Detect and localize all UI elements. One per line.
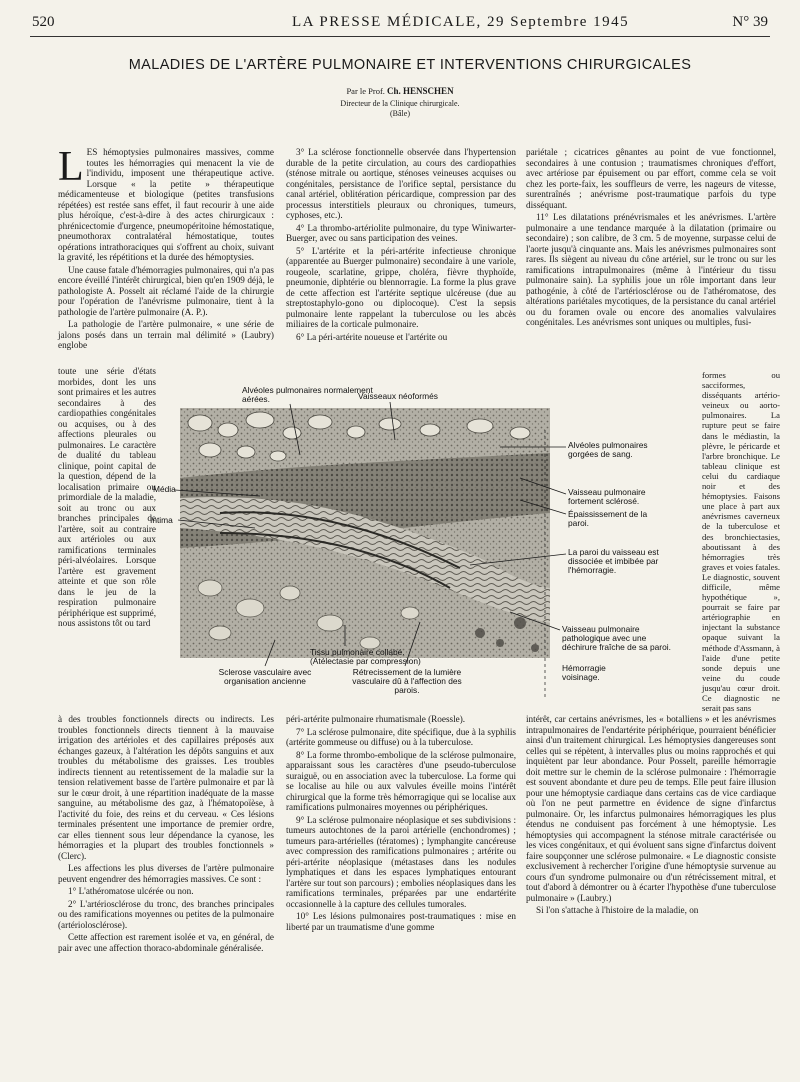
column-1-top — [58, 144, 274, 353]
label-intima: Intima — [150, 515, 173, 525]
label-vaisseaux-neoformes: Vaisseaux néoformés — [358, 391, 438, 401]
paragraph: 11° Les dilatations prénévrismales et les anévrismes. L'artère pulmonaire a une tendance marquée à la dilatation (primaire ou secondaire) ; son calibre, de 3 cm. 5 de moyenne, surpasse celui de l'aorte jusqu'à cinquante ans. Mais les anévrismes pulmonaires sont rares. Ils siègent au niveau du cône artériel, sur le tronc ou sur les ramifications intrapulmonaires (même à l'intérieur du tissu pulmonaire sain). La syphilis joue un rôle important dans leur pathogénie, à côté de l'artériosclérose ou de l'athéromatose, des altérations pariétales mycotiques, de la persistance du canal artériel ou du foramen ovale ou encore des anomalies valvulaires congénitales. Les anévrismes sont uniques ou multiples, fusi- — [526, 212, 776, 327]
column-2-bottom — [286, 714, 516, 934]
paragraph: à des troubles fonctionnels directs ou indirects. Les troubles fonctionnels directs tiennent à la mauvaise irrigation des artérioles et des capillaires préposés aux échanges gazeux, à l'altération les dépôts sanguins et aux troubles du métabolisme des graisses. Les troubles indirects tiennent au retentissement de la maladie sur la tension relativement basse de l'artère pulmonaire et par là sur le cœur droit, à une répartition inadéquate de la masse sanguine, au métabolisme des gaz, à l'hématopoïèse, à l'activité du foie, des reins et du cerveau. « Ces lésions terminales présentent une importance de premier ordre, car elles tiennent sous leur dépendance la cyanose, les hémorragies et la plupart des troubles fonctionnels » (Clerc). — [58, 714, 274, 861]
paragraph: pariétale ; cicatrices gênantes au point de vue fonctionnel, secondaires à une contusion ; traumatismes chroniques d'effort, avec artériose par épuisement ou par effort, comme cela se voit chez les porte-faix, les souffleurs de verre, les nageurs de vitesse, surentraînés ; anévrisme post-traumatique parfois du type disséquant. — [526, 147, 776, 210]
column-3-narrow — [702, 370, 780, 715]
paragraph: 5° L'artérite et la péri-artérite infectieuse chronique (apparentée au Buerger pulmonaire) secondaire à une variole, rougeole, scarlatine, grippe, choléra, fièvre thyphoïde, pneumonie, diphtérie ou blennorragie. La forme la plus grave de cette affection est l'artérite septique ulcéreuse (due au streptostaphylo-gono ou diplocoque). C'est la sepsis pulmonaire lente rappelant la tuberculose ou les abcès miliaires de la corticale pulmonaire. — [286, 245, 516, 329]
paragraph: formes ou sacciformes, disséquants artério-veineux ou aorto-pulmonaires. La rupture peut se faire dans le médiastin, la plèvre, le péricarde et l'arbre bronchique. Le tableau clinique est celui du cardiaque noir et des hémoptysies. Faisons une place à part aux anévrismes caverneux de la tuberculose et des bronchiectasies, aboutissant à des hémorragies très graves et voies fatales. Le diagnostic, souvent difficile, même hypothétique », pourrait se faire par artériographie en injectant la substance opaque suivant la méthode d'Assmann, à l'aide d'une petite sonde depuis une veine du coude jusqu'au cœur droit. Ce diagnostic ne serait pas sans — [702, 370, 780, 714]
page-number: 520 — [32, 14, 55, 30]
article-title: MALADIES DE L'ARTÈRE PULMONAIRE ET INTERVENTIONS CHIRURGICALES — [128, 57, 692, 73]
paragraph: 3° La sclérose fonctionnelle observée dans l'hypertension durable de la petite circulation, au cours des cardiopathies (sténose mitrale ou aortique, sténoses veineuses acquises ou congénitales, persistance de l'orifice septal, persistance du canal artériel, oblitération péricardique, compression par des processus interstitiels pleuraux ou chroniques, tumeurs, cyphoses, etc.). — [286, 147, 516, 220]
tissue-illustration — [180, 408, 550, 658]
drop-cap: L — [58, 144, 84, 190]
label-vaisseau-sclerose: Vaisseau pulmonaire fortement sclérosé. — [568, 487, 646, 507]
journal-name: LA PRESSE MÉDICALE, 29 Septembre 1945 — [292, 14, 630, 30]
byline — [0, 86, 800, 96]
paragraph: 8° La forme thrombo-embolique de la sclérose pulmonaire, apparaissant sous les caractères d'une pseudo-tuberculose suraiguë, ou en association avec la tuberculose. La forme qui se localise au hile ou aux valvules éveille moins l'intérêt chirurgical que la forme très hémorragique qui se localise aux ramifications pulmonaires moyennes ou périphériques. — [286, 749, 516, 812]
column-1-bottom — [58, 714, 274, 955]
paragraph: péri-artérite pulmonaire rhumatismale (Roessle). — [286, 714, 466, 724]
header-rule — [30, 36, 770, 37]
running-head — [30, 14, 770, 36]
label-media: Média — [153, 484, 176, 494]
paragraph: Si l'on s'attache à l'histoire de la maladie, on — [536, 905, 699, 915]
label-alveoles-gorgees: Alvéoles pulmonaires gorgées de sang. — [568, 440, 648, 460]
label-hemorragie-voisinage: Hémorragie voisinage. — [562, 663, 606, 683]
paragraph: 1° L'athéromatose ulcérée ou non. — [68, 886, 194, 896]
histology-figure — [180, 408, 550, 658]
paragraph: 2° L'artériosclérose du tronc, des branches principales ou des ramifications moyennes ou petites de la pulmonaire (artériolosclérose). — [58, 898, 274, 930]
column-1-narrow — [58, 366, 156, 631]
paragraph: toute une série d'états morbides, dont les uns sont primaires et les autres secondaires à des cardiopathies congénitales ou acquises, ou à des affections pleurales ou pulmonaires. Le caractère de dualité du tableau clinique, point capital de la question, dépend de la localisation primaire ou primordiale de la maladie, soit au tronc ou aux branches principales de l'artère, soit au contraire aux artérioles ou aux ramifications terminales péri-alvéolaires. Lorsque l'artère est gravement atteinte et que son rôle dans le jeu de la respiration pulmonaire périphérique est supprimé, nous assistons tôt ou tard — [58, 366, 156, 628]
paragraph: 6° La péri-artérite noueuse et l'artérite ou — [296, 331, 448, 342]
byline-prefix: Par le Prof. — [346, 86, 385, 96]
issue-number: N° 39 — [732, 14, 768, 30]
label-alveoles-normales: Alvéoles pulmonaires normalement aérées. — [242, 385, 373, 405]
paragraph: 4° La thrombo-artériolite pulmonaire, du type Winiwarter-Buerger, avec ou sans participation des veines. — [286, 222, 516, 243]
paragraph: 10° Les lésions pulmonaires post-traumatiques : mise en liberté par un traumatisme d'une gomme — [286, 911, 516, 932]
paragraph: 9° La sclérose pulmonaire néoplasique et ses subdivisions : tumeurs autochtones de la paroi artérielle (enchondromes) ; tumeurs para-artérielles (tératomes) ; lymphangite cancéreuse avec compression des ramifications pulmonaires ; artérite ou péri-artérite néoplasique (métastases dans les nodules lymphatiques et dans les espaces lymphatiques entourant l'artère sur tout son parcours) ; embolies néoplasiques dans les ramifications terminales, préparées par une endartérite occasionnelle à la capture des cellules tumorales. — [286, 814, 516, 909]
author-city: (Bâle) — [390, 109, 410, 118]
column-3-top — [526, 147, 776, 330]
paragraph: LES hémoptysies pulmonaires massives, comme toutes les hémorragies qui menacent la vie de l'individu, imposent une thérapeutique active. Lorsque « la petite » thérapeutique médicamenteuse et biologique (petites transfusions répétées) est restée sans effet, il faut recourir à une aide plus héroïque, c'est-à-dire à des actes chirurgicaux : phrénicectomie d'urgence, pneumopéritoine hémostatique, pneumothorax contralatéral hémostatique, toutes opérations intrathoraciques qui s'offrent au choix, suivant la gravité, les répétitions et la durée des hémoptysies. — [58, 144, 274, 262]
paragraph: intérêt, car certains anévrismes, les « botalliens » et les anévrismes intrapulmonaires de l'endartérite périphérique, pourraient bénéficier ainsi d'un traitement chirurgical. Les hémoptysies dangereuses sont celles qui se répètent, à intervalles plus ou moins rapprochés et qui inquiètent par leur abondance. Pour Posselt, pareille hémorragie doit mettre sur le chemin de la sclérose pulmonaire : l'hémorragie est souvent abondante et dure peu de temps. Elle peut faire illusion pour une hémoptysie cardiaque dans certains cas de vice cardiaque où l'on ne peut parmettre en évidence de signe d'infarctus pulmonaire. Or, les infarctus pulmonaires hémorragiques les plus étendus ne conduisent pas forcément à une hémoptysie. Les hémoptysies qui accompagnent la sténose mitrale caractérisée ou les vices congénitaux, et qui évoluent sans signe d'infarctus doivent faire soupçonner une sclérose pulmonaire. « Le diagnostic consiste exclusivement à rechercher l'origine d'une hémoptysie survenue au cours d'un syndrome pulmonaire ou d'un rétrécissement mitral, et tout d'abord à démontrer ou à écarter l'hypothèse d'une tuberculose pulmonaire » (Laubry.) — [526, 714, 776, 903]
paragraph: Une cause fatale d'hémorragies pulmonaires, qui n'a pas encore éveillé l'intérêt chirurgical, bien qu'en 1909 déjà, le pathologiste A. Posselt ait réclamé l'aide de la chirurgie pour l'opération de l'anévrisme pulmonaire, tient à la pathologie de l'artère pulmonaire (A. P.). — [58, 264, 274, 317]
label-sclerose-vasculaire: Sclerose vasculaire avec organisation ancienne — [218, 667, 312, 687]
paragraph: Les affections les plus diverses de l'artère pulmonaire peuvent engendrer des hémorragies massives. Ce sont : — [58, 863, 274, 884]
column-3-bottom — [526, 714, 776, 918]
label-epaississement: Épaississement de la paroi. — [568, 509, 648, 529]
column-2-top — [286, 147, 516, 344]
label-retrecissement: Rétrecissement de la lumière vasculaire dû à l'affection des parois. — [352, 667, 462, 696]
author-affiliation: Directeur de la Clinique chirurgicale. — [340, 99, 460, 108]
label-vaisseau-pathologique: Vaisseau pulmonaire pathologique avec une déchirure fraîche de sa paroi. — [562, 624, 671, 653]
paragraph: Cette affection est rarement isolée et va, en général, de pair avec une affection thoraco-abdominale généralisée. — [58, 932, 274, 953]
label-paroi-dissociee: La paroi du vaisseau est dissociée et imbibée par l'hémorragie. — [568, 547, 659, 576]
author-name: Ch. HENSCHEN — [387, 86, 454, 96]
paragraph: La pathologie de l'artère pulmonaire, « une série de jalons posés dans un terrain mal délimité » (Laubry) englobe — [58, 319, 274, 350]
label-tissu-collabe: Tissu pulmonaire collabé. (Atélectasie par compression) — [310, 647, 421, 667]
paragraph: 7° La sclérose pulmonaire, dite spécifique, due à la syphilis (artérite gommeuse ou diffuse) ou à la tuberculose. — [286, 726, 516, 747]
